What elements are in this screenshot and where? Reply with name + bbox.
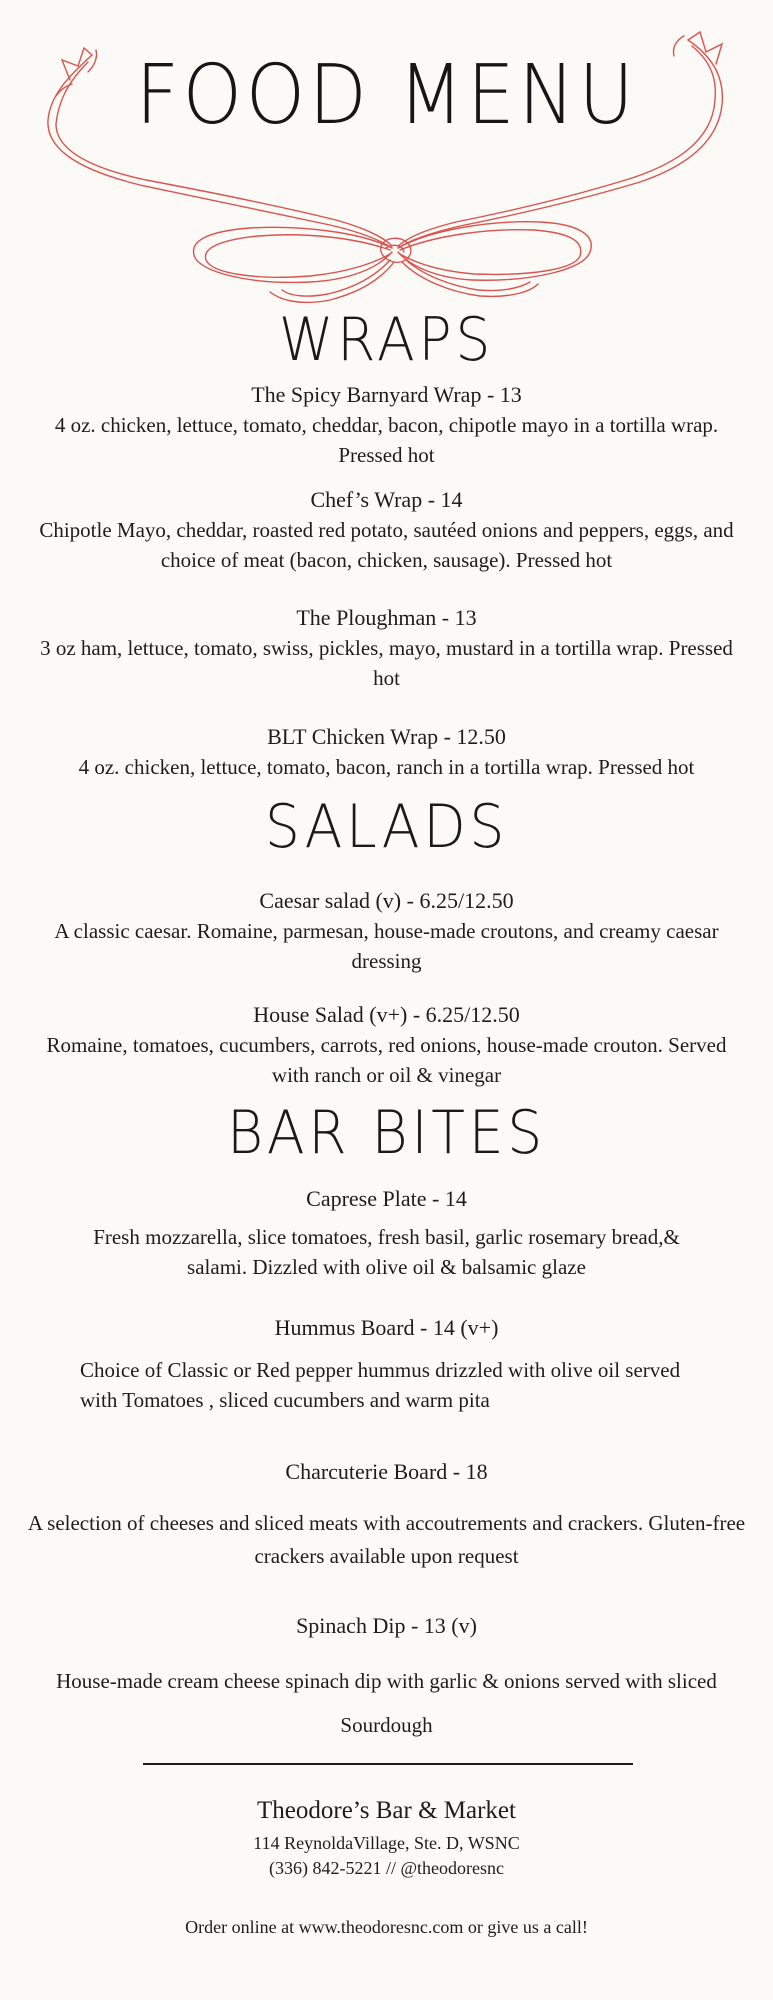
menu-item: [25, 1457, 748, 1573]
item-name: The Ploughman - 13: [296, 605, 477, 630]
item-description: 4 oz. chicken, lettuce, tomato, bacon, ranch in a tortilla wrap. Pressed hot: [78, 755, 695, 779]
menu-item: [80, 1184, 693, 1282]
business-name: Theodore’s Bar & Market: [257, 1797, 516, 1824]
footer-divider: [143, 1763, 633, 1765]
item-name: The Spicy Barnyard Wrap - 13: [251, 382, 522, 407]
item-name: Charcuterie Board - 18: [285, 1459, 488, 1484]
item-description: 3 oz ham, lettuce, tomato, swiss, pickles, mayo, mustard in a tortilla wrap. Pressed hot: [40, 636, 733, 690]
business-contact: (336) 842-5221 // @theodoresnc: [268, 1858, 505, 1878]
menu-item: [30, 1000, 743, 1090]
section-title-bar-bites: BAR BITES: [226, 1098, 546, 1168]
section-title-wraps: WRAPS: [278, 305, 495, 375]
menu-title: FOOD MENU: [135, 48, 638, 143]
item-description: A selection of cheeses and sliced meats with accoutrements and crackers. Gluten-free crackers available upon request: [27, 1511, 746, 1568]
menu-item: [30, 603, 743, 693]
item-description: Chipotle Mayo, cheddar, roasted red potato, sautéed onions and peppers, eggs, and choice of meat (bacon, chicken, sausage). Pressed hot: [39, 518, 734, 572]
order-online-note: Order online at www.theodoresnc.com or give us a call!: [185, 1917, 588, 1937]
menu-item: [20, 722, 753, 782]
section-title-salads: SALADS: [264, 792, 509, 862]
item-name: Caprese Plate - 14: [306, 1186, 467, 1211]
menu-item: [25, 1611, 748, 1747]
item-description: 4 oz. chicken, lettuce, tomato, cheddar, bacon, chipotle mayo in a tortilla wrap. Pressed hot: [54, 413, 719, 467]
item-name: Caesar salad (v) - 6.25/12.50: [259, 888, 514, 913]
item-description: Choice of Classic or Red pepper hummus drizzled with olive oil served with Tomatoes , sliced cucumbers and warm pita: [80, 1358, 681, 1412]
business-address: 114 ReynoldaVillage, Ste. D, WSNC: [253, 1833, 520, 1853]
menu-item: [30, 886, 743, 976]
menu-item: [80, 1313, 693, 1415]
item-description: A classic caesar. Romaine, parmesan, house-made croutons, and creamy caesar dressing: [54, 919, 719, 973]
item-name: Hummus Board - 14 (v+): [274, 1315, 499, 1340]
menu-item: [30, 380, 743, 470]
item-name: Spinach Dip - 13 (v): [296, 1613, 477, 1638]
item-description: Romaine, tomatoes, cucumbers, carrots, red onions, house-made crouton. Served with ranch or oil & vinegar: [46, 1033, 727, 1087]
item-name: BLT Chicken Wrap - 12.50: [267, 724, 506, 749]
menu-item: [30, 485, 743, 575]
item-description: House-made cream cheese spinach dip with garlic & onions served with sliced Sourdough: [56, 1669, 717, 1737]
item-description: Fresh mozzarella, slice tomatoes, fresh basil, garlic rosemary bread,& salami. Dizzled with olive oil & balsamic glaze: [93, 1225, 680, 1279]
item-name: Chef’s Wrap - 14: [310, 487, 463, 512]
item-name: House Salad (v+) - 6.25/12.50: [253, 1002, 520, 1027]
